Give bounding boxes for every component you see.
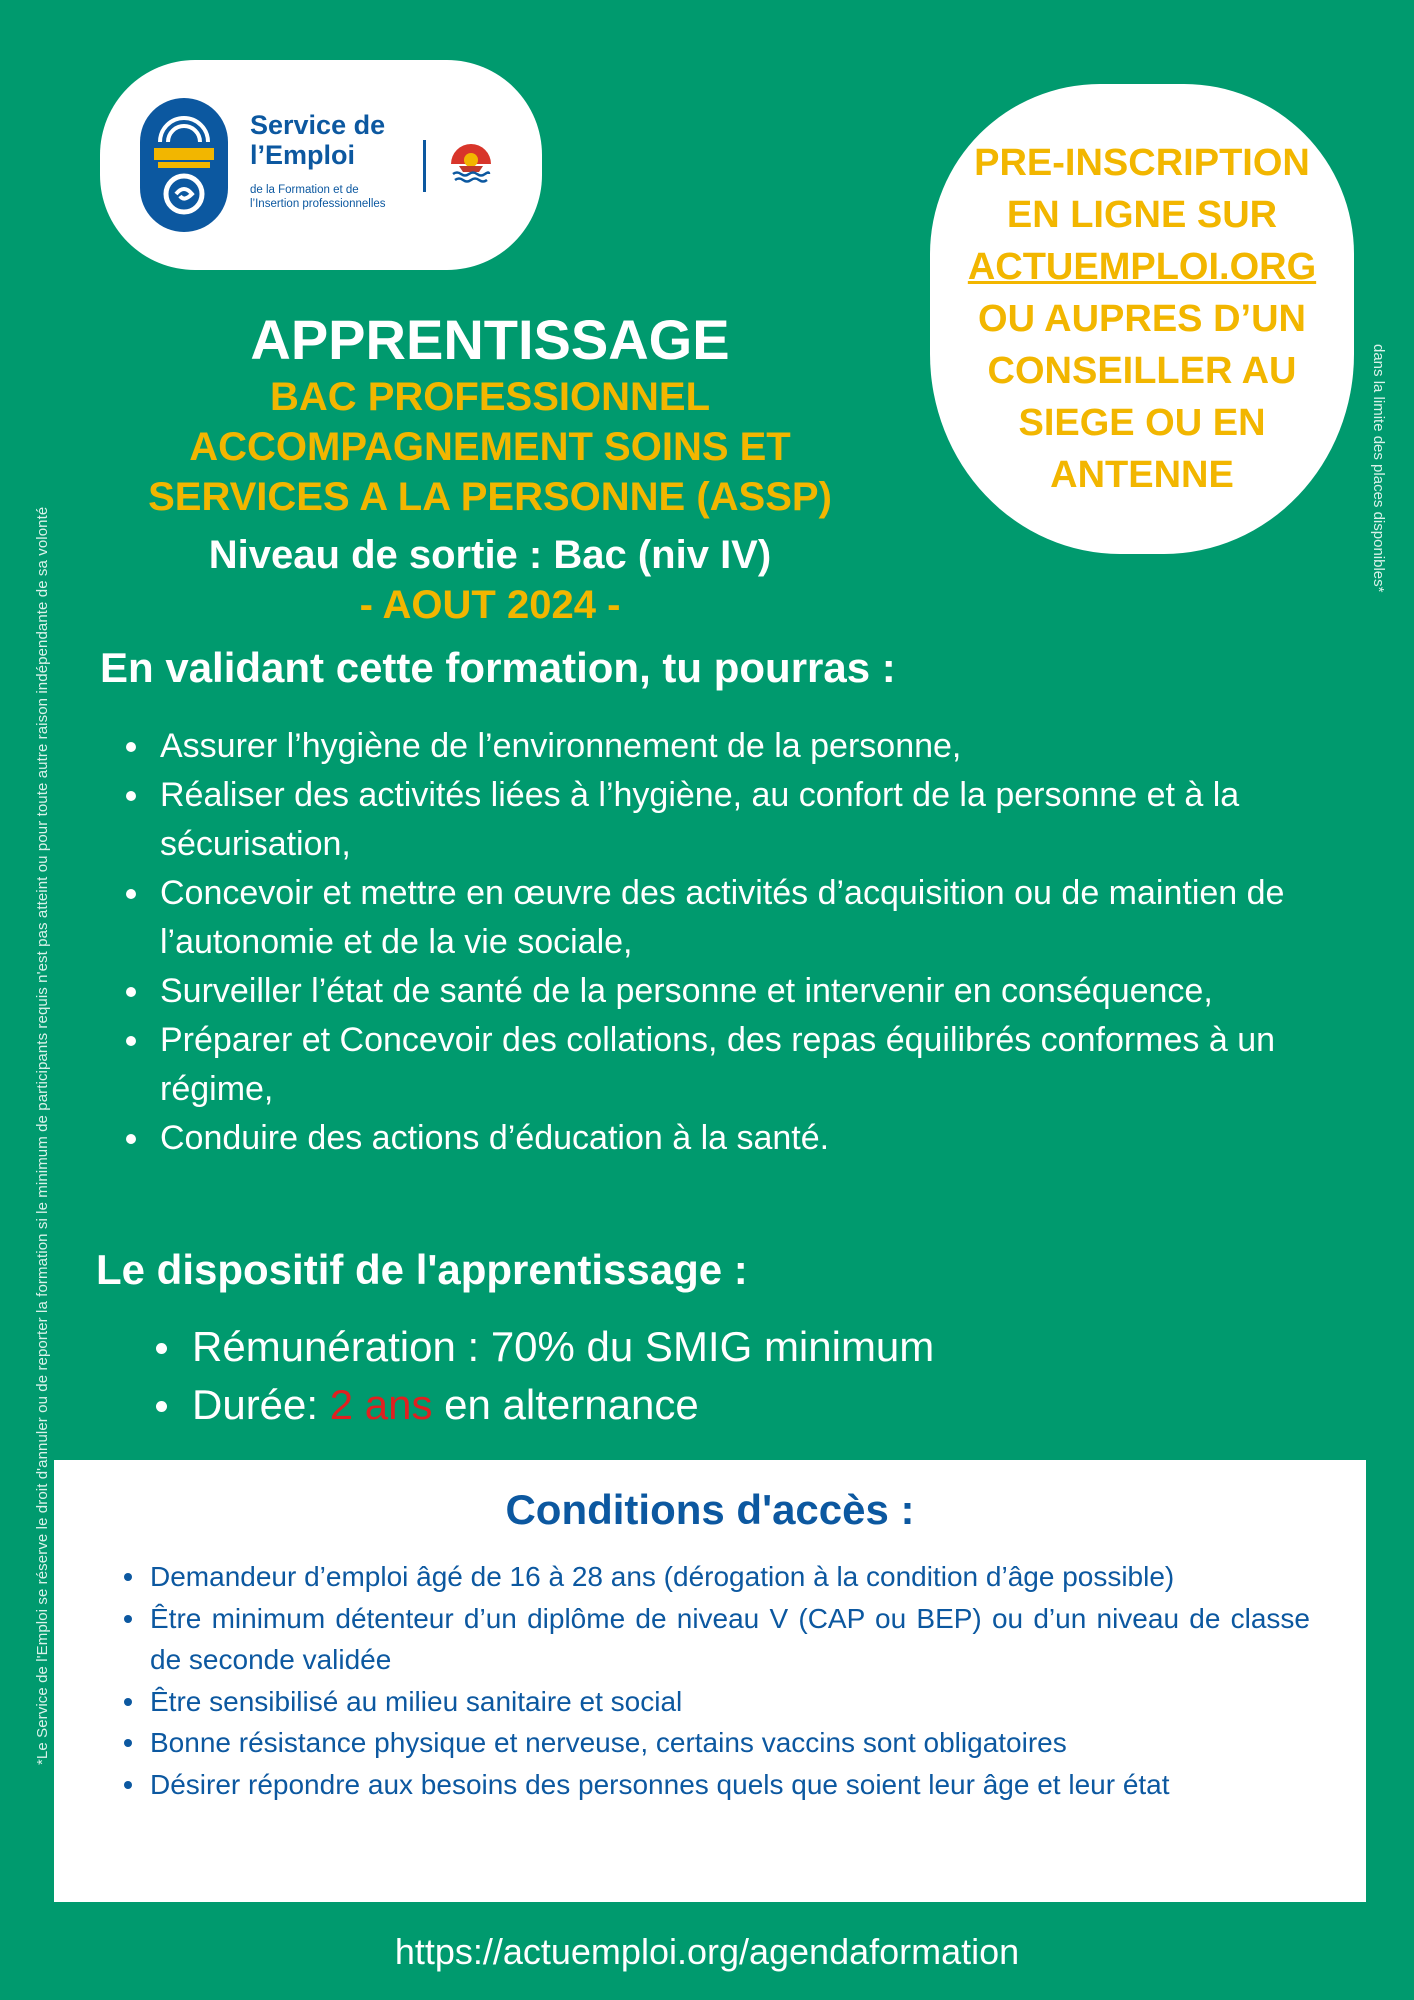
title-block: [90, 308, 890, 630]
service-emploi-logo-icon: [140, 98, 228, 232]
footer-url-link[interactable]: https://actuemploi.org/agendaformation: [394, 1931, 1020, 1972]
course-name: ACCOMPAGNEMENT SOINS ET: [189, 425, 791, 469]
page-title: APPRENTISSAGE: [250, 308, 730, 371]
list-item: Demandeur d’emploi âgé de 16 à 28 ans (dérogation à la condition d’âge possible): [120, 1556, 1310, 1598]
list-item: Être sensibilisé au milieu sanitaire et social: [120, 1681, 1310, 1723]
logo-title: Service de l’Emploi: [250, 110, 386, 170]
places-note: dans la limite des places disponibles*: [1370, 344, 1387, 593]
disclaimer-note: *Le Service de l'Emploi se réserve le droit d'annuler ou de reporter la formation si le minimum de participants requis n'est pas atteint ou pour toute autre raison indépendante de sa volonté: [34, 506, 51, 1765]
skills-heading: En validant cette formation, tu pourras :: [100, 644, 896, 691]
preinscription-line: ANTENNE: [1050, 454, 1234, 496]
list-item: Bonne résistance physique et nerveuse, certains vaccins sont obligatoires: [120, 1722, 1310, 1764]
conditions-list: [120, 1556, 1310, 1805]
preinscription-line: EN LIGNE SUR: [1006, 194, 1278, 236]
session-date: - AOUT 2024 -: [359, 583, 621, 627]
duration-item: [152, 1376, 1252, 1434]
conditions-card: [54, 1460, 1366, 1902]
course-name: BAC PROFESSIONNEL: [269, 375, 711, 419]
preinscription-line: OU AUPRES D’UN: [978, 298, 1306, 340]
conditions-heading: Conditions d'accès :: [505, 1486, 915, 1533]
list-item: Réaliser des activités liées à l’hygiène, au confort de la personne et à la sécurisation,: [122, 771, 1332, 869]
polynesia-emblem-icon: [445, 140, 497, 192]
apprenticeship-list: [152, 1318, 1252, 1434]
list-item: Assurer l’hygiène de l’environnement de la personne,: [122, 722, 1332, 771]
preinscription-line: CONSEILLER AU: [987, 350, 1297, 392]
preinscription-bubble: [930, 84, 1354, 554]
logo-divider: [423, 140, 426, 192]
logo-subtitle: de la Formation et de l’Insertion professionnelles: [250, 184, 386, 210]
list-item: Concevoir et mettre en œuvre des activités d’acquisition ou de maintien de l’autonomie et de la vie sociale,: [122, 869, 1332, 967]
logo-card: [100, 60, 542, 270]
remuneration-item: Rémunération : 70% du SMIG minimum: [152, 1318, 1252, 1376]
duration-value: 2 ans: [329, 1381, 433, 1428]
preinscription-line: PRE-INSCRIPTION: [974, 142, 1310, 184]
preinscription-line: SIEGE OU EN: [1018, 402, 1266, 444]
duration-suffix: en alternance: [432, 1381, 699, 1428]
list-item: Être minimum détenteur d’un diplôme de niveau V (CAP ou BEP) ou d’un niveau de classe de seconde validée: [120, 1598, 1310, 1681]
list-item: Surveiller l’état de santé de la personne et intervenir en conséquence,: [122, 967, 1332, 1016]
course-name: SERVICES A LA PERSONNE (ASSP): [148, 475, 832, 519]
list-item: Préparer et Concevoir des collations, des repas équilibrés conformes à un régime,: [122, 1016, 1332, 1114]
list-item: Conduire des actions d’éducation à la santé.: [122, 1114, 1332, 1163]
skills-list: [122, 722, 1332, 1163]
list-item: Désirer répondre aux besoins des personnes quels que soient leur âge et leur état: [120, 1764, 1310, 1806]
actuemploi-link[interactable]: ACTUEMPLOI.ORG: [967, 246, 1317, 288]
apprenticeship-heading: Le dispositif de l'apprentissage :: [96, 1246, 748, 1293]
exit-level: Niveau de sortie : Bac (niv IV): [208, 533, 772, 577]
duration-prefix: Durée:: [192, 1381, 330, 1428]
